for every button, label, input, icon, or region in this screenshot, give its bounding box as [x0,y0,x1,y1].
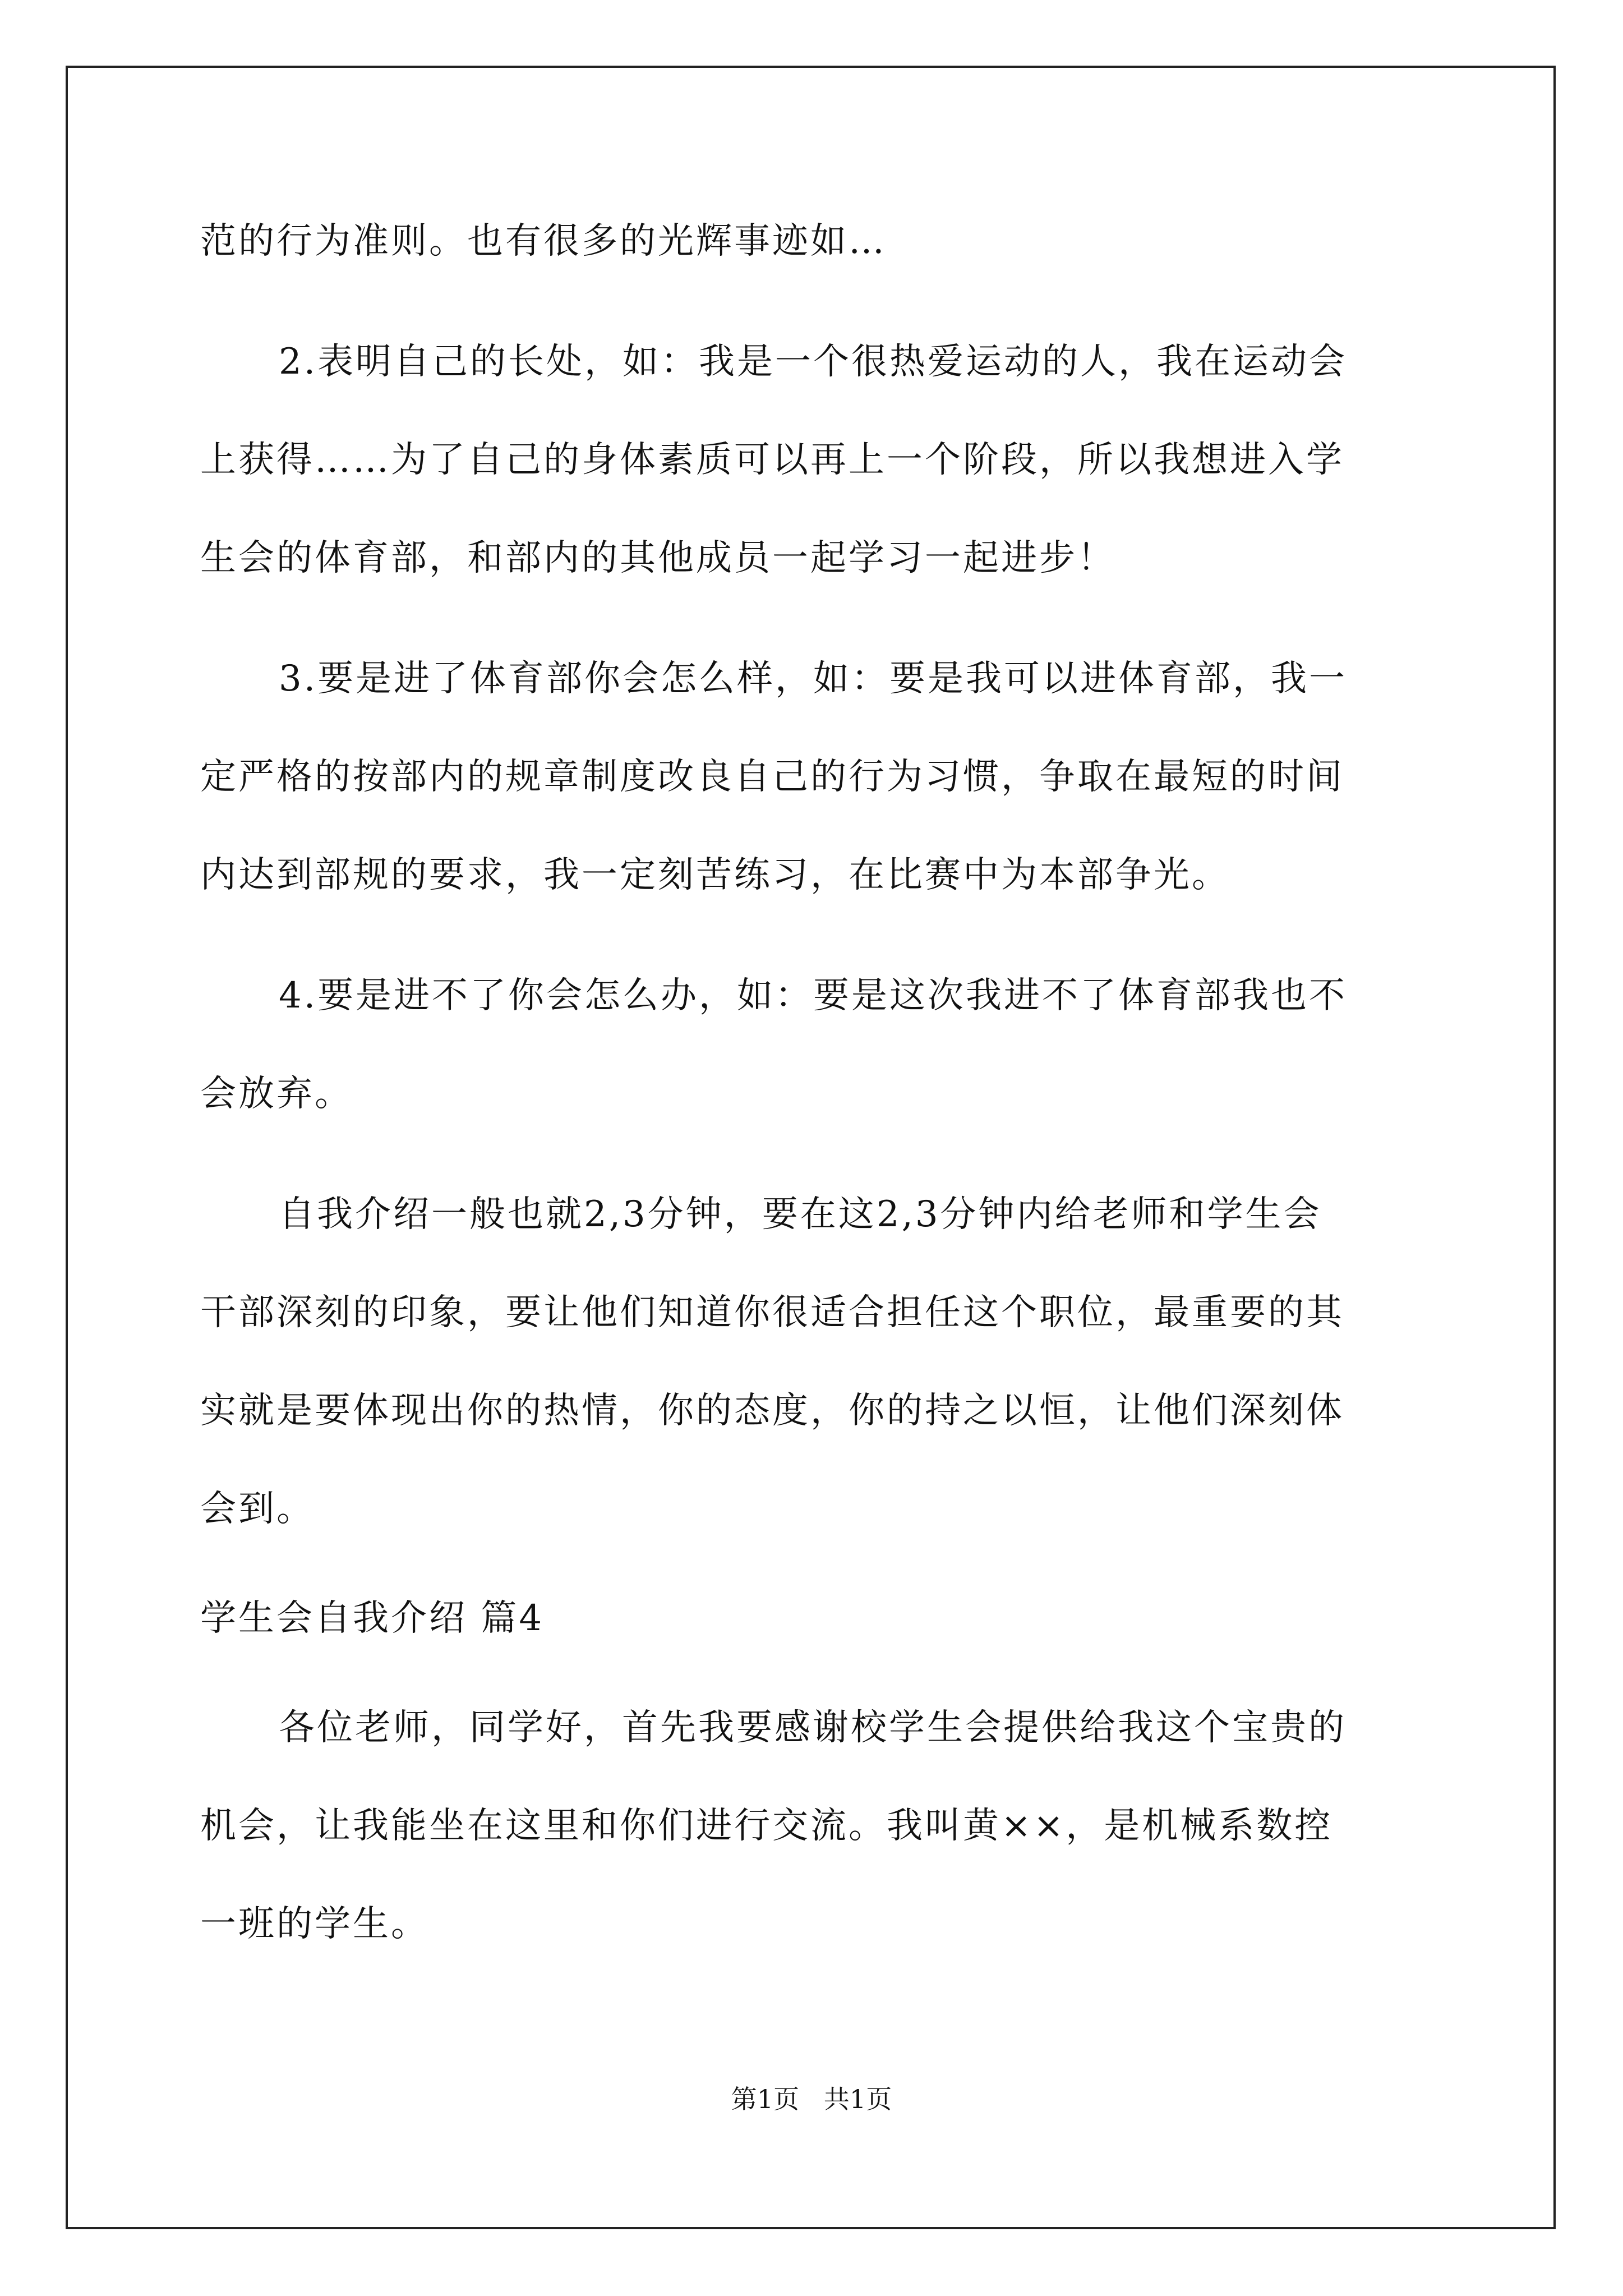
paragraph-line: 一班的学生。 [200,1903,429,1945]
paragraph-line: 2.表明自己的长处，如：我是一个很热爱运动的人，我在运动会 [279,341,1348,383]
paragraph-line: 会到。 [200,1488,315,1530]
paragraph-line: 范的行为准则。也有很多的光辉事迹如… [200,220,887,262]
paragraph-line: 内达到部规的要求，我一定刻苦练习，在比赛中为本部争光。 [200,854,1230,896]
paragraph-line: 实就是要体现出你的热情，你的态度，你的持之以恒，让他们深刻体 [200,1390,1344,1432]
paragraph-line: 机会，让我能坐在这里和你们进行交流。我叫黄××，是机械系数控 [200,1805,1333,1847]
section-heading: 学生会自我介绍 篇4 [200,1598,545,1639]
paragraph-line: 4.要是进不了你会怎么办，如：要是这次我进不了体育部我也不 [279,975,1348,1016]
paragraph-line: 会放弃。 [200,1073,353,1115]
paragraph-line: 各位老师，同学好，首先我要感谢校学生会提供给我这个宝贵的 [279,1707,1347,1749]
page-number-footer: 第1页 共1页 [731,2084,892,2114]
paragraph-line: 上获得……为了自己的身体素质可以再上一个阶段，所以我想进入学 [200,439,1344,481]
paragraph-line: 自我介绍一般也就2,3分钟，要在这2,3分钟内给老师和学生会 [279,1194,1322,1235]
paragraph-line: 生会的体育部，和部内的其他成员一起学习一起进步！ [200,537,1115,579]
paragraph-line: 干部深刻的印象，要让他们知道你很适合担任这个职位，最重要的其 [200,1292,1344,1333]
paragraph-line: 定严格的按部内的规章制度改良自己的行为习惯，争取在最短的时间 [200,756,1344,798]
paragraph-line: 3.要是进了体育部你会怎么样，如：要是我可以进体育部，我一 [279,658,1348,700]
